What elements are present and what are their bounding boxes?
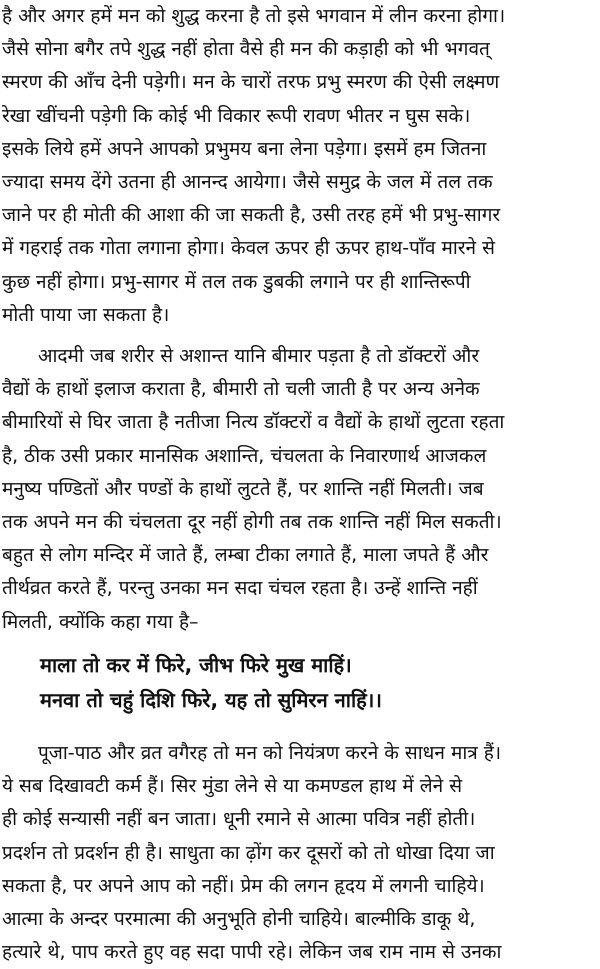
text-line: इसके लिये हमें अपने आपको प्रभुमय बना लेना पड़ेगा। इसमें हम जितना [2,137,487,160]
text-line: सकता है, पर अपने आप को नहीं। प्रेम की लगन हृदय में लगनी चाहिये। [2,874,485,897]
text-line: बहुत से लोग मन्दिर में जाते हैं, लम्बा टीका लगाते हैं, माला जपते हैं और [2,544,489,567]
text-line: आदमी जब शरीर से अशान्त यानि बीमार पड़ता है तो डॉक्टरों और [38,345,480,367]
text-line: बीमारियों से घिर जाता है नतीजा नित्य डॉक्टरों व वैद्यों के हाथों लुटता रहता [2,411,505,434]
text-line: तीर्थव्रत करते हैं, परन्तु उनका मन सदा चंचल रहता है। उन्हें शान्ति नहीं [2,577,478,600]
couplet-line-2: मनवा तो चहुं दिशि फिरे, यह तो सुमिरन नाहिं।। [40,688,382,712]
text-line: जाने पर ही मोती की आशा की जा सकती है, उसी तरह हमें भी प्रभु-सागर [2,204,501,227]
couplet [40,648,580,718]
text-line: वैद्यों के हाथों इलाज कराता है, बीमारी तो चली जाती है पर अन्य अनेक [2,378,480,401]
text-line: है और अगर हमें मन को शुद्ध करना है तो इसे भगवान में लीन करना होगा। [2,5,506,27]
text-line: रेखा खींचनी पड़ेगी कि कोई भी विकार रूपी रावण भीतर न घुस सके। [2,104,471,127]
text-line: ही कोई सन्यासी नहीं बन जाता। धूनी रमाने से आत्मा पवित्र नहीं होती। [2,808,476,831]
text-line: मिलती, क्योंकि कहा गया है– [2,610,199,633]
text-line: प्रदर्शन तो प्रदर्शन ही है। साधुता का ढ़ोंग कर दूसरों को तो धोखा दिया जा [2,841,495,864]
text-line: है, ठीक उसी प्रकार मानसिक अशान्ति, चंचलता के निवारणार्थ आजकल [2,444,487,467]
text-line: ज्यादा समय देंगे उतना ही आनन्द आयेगा। जैसे समुद्र के जल में तल तक [2,171,493,194]
paragraph-3 [2,737,598,969]
text-line: ये सब दिखावटी कर्म हैं। सिर मुंडा लेने से या कमण्डल हाथ में लेने से [2,775,463,798]
text-line: कुछ नहीं होगा। प्रभु-सागर में तल तक डुबकी लगाने पर ही शान्तिरूपी [2,270,471,293]
paragraph-2 [2,340,598,639]
text-line: हत्यारे थे, पाप करते हुए वह सदा पापी रहे। लेकिन जब राम नाम से उनका [2,941,502,964]
paragraph-1 [2,0,598,332]
text-line: आत्मा के अन्दर परमात्मा की अनुभूति होनी चाहिये। बाल्मीकि डाकू थे, [2,908,476,931]
couplet-line-1: माला तो कर में फिरे, जीभ फिरे मुख माहिं। [40,653,352,677]
text-line: में गहराई तक गोता लगाना होगा। केवल ऊपर ही ऊपर हाथ-पाँव मारने से [2,237,495,260]
text-line: तक अपने मन की चंचलता दूर नहीं होगी तब तक शान्ति नहीं मिल सकती। [2,511,502,534]
text-line: स्मरण की आँच देनी पड़ेगी। मन के चारों तरफ प्रभु स्मरण की ऐसी लक्ष्मण [2,71,500,94]
text-line: मनुष्य पण्डितों और पण्डों के हाथों लुटते हैं, पर शान्ति नहीं मिलती। जब [2,477,484,500]
text-line: पूजा-पाठ और व्रत वगैरह तो मन को नियंत्रण करने के साधन मात्र हैं। [38,742,502,764]
text-line: जैसे सोना बगैर तपे शुद्ध नहीं होता वैसे ही मन की कड़ाही को भी भगवत् [2,38,490,61]
text-line: मोती पाया जा सकता है। [2,303,170,326]
